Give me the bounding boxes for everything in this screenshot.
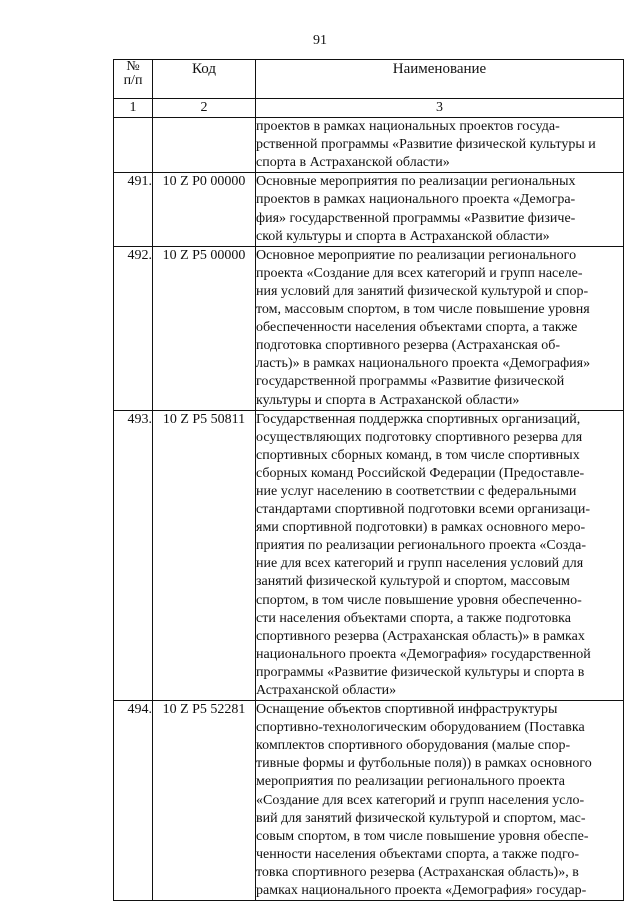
budget-classification-table bbox=[113, 59, 624, 901]
row-number bbox=[114, 118, 153, 173]
column-index-2: 2 bbox=[153, 99, 256, 118]
row-name: Основное мероприятие по реализации регионального проекта «Создание для всех категорий и групп населе- ния условий для занятий физической культурой и спор- том, массовым спортом, в том числе повышение уровня обеспеченности населения объектами спорта, а также подготовка спортивного резерва (Астраханская об- ласть)» в рамках национального проекта «Демография» государственной программы «Развитие физической культуры и спорта в Астраханской области» bbox=[256, 246, 624, 410]
row-number: 491. bbox=[114, 173, 153, 246]
row-number: 492. bbox=[114, 246, 153, 410]
table-row bbox=[114, 410, 624, 701]
table-header-row bbox=[114, 60, 624, 99]
page-number: 91 bbox=[313, 33, 327, 48]
row-name: Государственная поддержка спортивных организаций, осуществляющих подготовку спортивного резерва для спортивных сборных команд, в том числе спортивных сборных команд Российской Федерации (Предоставле- ние услуг населению в соответствии с федеральными стандартами спортивной подготовки всеми организаци- ями спортивной подготовки) в рамках основного меро- приятия по реализации регионального проекта «Созда- ние для всех категорий и групп населения условий для занятий физической культурой и спортом, массовым спортом, в том числе повышение уровня обеспеченно- сти населения объектами спорта, а также подготовка спортивного резерва (Астраханская область)» в рамках национального проекта «Демография» государственной программы «Развитие физической культуры и спорта в Астраханской области» bbox=[256, 410, 624, 701]
row-number: 493. bbox=[114, 410, 153, 701]
table-row bbox=[114, 701, 624, 901]
row-code: 10 Z P5 52281 bbox=[153, 701, 256, 901]
table-row bbox=[114, 246, 624, 410]
column-index-3: 3 bbox=[256, 99, 624, 118]
row-name: Оснащение объектов спортивной инфраструктуры спортивно-технологическим оборудованием (Поставка комплектов спортивного оборудования (малые спор- тивные формы и футбольные поля)) в рамках основного мероприятия по реализации регионального проекта «Создание для всех категорий и групп населения усло- вий для занятий физической культурой и спортом, мас- совым спортом, в том числе повышение уровня обеспе- ченности населения объектами спорта, а также подго- товка спортивного резерва (Астраханская область)», в рамках национального проекта «Демография» государ- bbox=[256, 701, 624, 901]
table-row bbox=[114, 173, 624, 246]
header-name: Наименование bbox=[256, 60, 624, 99]
row-number: 494. bbox=[114, 701, 153, 901]
header-number: № п/п bbox=[114, 60, 153, 99]
table-row bbox=[114, 118, 624, 173]
column-index-1: 1 bbox=[114, 99, 153, 118]
row-code: 10 Z P0 00000 bbox=[153, 173, 256, 246]
row-name: Основные мероприятия по реализации региональных проектов в рамках национального проекта «Демогра- фия» государственной программы «Развитие физиче- ской культуры и спорта в Астраханской области» bbox=[256, 173, 624, 246]
row-code bbox=[153, 118, 256, 173]
row-code: 10 Z P5 00000 bbox=[153, 246, 256, 410]
header-code: Код bbox=[153, 60, 256, 99]
row-name: проектов в рамках национальных проектов госуда- рственной программы «Развитие физической культуры и спорта в Астраханской области» bbox=[256, 118, 624, 173]
column-index-row bbox=[114, 99, 624, 118]
row-code: 10 Z P5 50811 bbox=[153, 410, 256, 701]
